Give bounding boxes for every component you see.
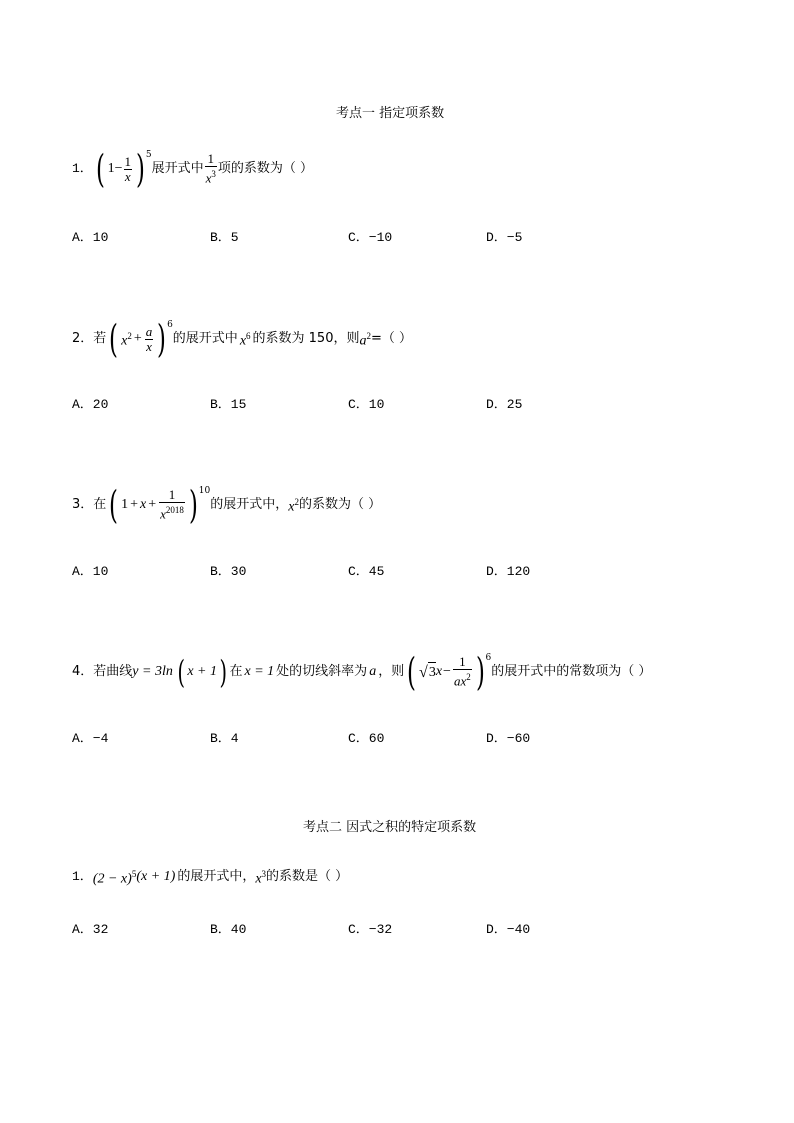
question-1-3: 3．在 ( 1 + x + $\frac{1}{x^{2018}}$ ) 10 的展开式中， $x^2$ 的系数为（ ） (72, 483, 382, 527)
option-d[interactable]: D．−60 (486, 731, 531, 746)
option-c[interactable]: C．10 (348, 397, 385, 412)
option-d[interactable]: D．120 (486, 564, 531, 579)
right-paren: ) (157, 317, 167, 361)
exponent: 10 (198, 486, 211, 496)
option-c[interactable]: C．−10 (348, 230, 393, 245)
option-a[interactable]: A．10 (72, 564, 109, 579)
question-2-1: 1． $(2 - x)^5$ (x + 1) 的展开式中， $x^3$ 的系数是（ ） (72, 868, 349, 887)
right-paren: ) (475, 650, 485, 694)
left-paren: ( (407, 650, 417, 694)
math-term: 1 (107, 161, 115, 176)
question-text: 的展开式中， (177, 868, 256, 884)
option-b[interactable]: B．40 (210, 922, 247, 937)
question-number: 2．若 (72, 331, 107, 346)
option-a[interactable]: A．32 (72, 922, 109, 937)
option-c[interactable]: C．45 (348, 564, 385, 579)
question-1-4: 4．若曲线 y = 3ln ( x + 1 ) 在 x = 1 处的切线斜率为 a ，则 ( √ 3 x − $\frac{1}{ax^2}$ ) 6 的展开式中的常数项为（ ） (72, 650, 652, 694)
math-operator: − (114, 161, 123, 176)
question-text: 的展开式中， (210, 497, 289, 512)
option-b[interactable]: B．30 (210, 564, 247, 579)
right-paren: ) (188, 483, 198, 527)
option-a[interactable]: A．−4 (72, 731, 109, 746)
target-fraction: $\frac{1}{x^3}$ (205, 151, 216, 186)
left-paren: ( (109, 317, 119, 361)
sqrt: √ 3 (419, 663, 436, 681)
math-operator: + (133, 331, 142, 346)
option-c[interactable]: C．60 (348, 731, 385, 746)
question-text-end: 的系数为（ ） (298, 497, 382, 512)
question-text-end: =（ ） (370, 331, 413, 346)
option-d[interactable]: D．−5 (486, 230, 523, 245)
question-text: 的系数为 150，则 (252, 331, 360, 346)
question-1-1 (72, 147, 314, 191)
question-number: 4．若曲线 (72, 664, 133, 679)
option-d[interactable]: D．25 (486, 397, 523, 412)
exponent: 6 (485, 653, 492, 663)
option-c[interactable]: C．−32 (348, 922, 393, 937)
fraction: $\frac{a}{x}$ (145, 323, 153, 354)
right-paren: ) (136, 147, 145, 191)
question-number: 1． (72, 868, 93, 884)
question-number: 1． (72, 161, 93, 176)
fraction: $\frac{1}{x^{2018}}$ (160, 487, 184, 522)
left-paren: ( (109, 483, 119, 527)
option-d[interactable]: D．−40 (486, 922, 531, 937)
section-title-1: 考点一 指定项系数 (336, 106, 445, 121)
question-number: 3．在 (72, 497, 107, 512)
question-text: 的展开式中 (172, 331, 238, 346)
question-text-end: 的展开式中的常数项为（ ） (491, 664, 652, 679)
question-text: 展开式中 (151, 161, 204, 176)
option-b[interactable]: B．5 (210, 230, 239, 245)
question-1-2: 2．若 ( $x^2$ + $\frac{a}{x}$ ) 6 的展开式中 $x^6$ 的系数为 150，则 $a^2$ =（ ） (72, 317, 413, 361)
option-b[interactable]: B．4 (210, 731, 239, 746)
fraction: $\frac{1}{x}$ (124, 153, 132, 184)
option-a[interactable]: A．20 (72, 397, 109, 412)
fraction: $\frac{1}{ax^2}$ (453, 654, 471, 689)
left-paren: ( (95, 147, 105, 191)
question-text-end: 的系数是（ ） (266, 868, 349, 884)
option-b[interactable]: B．15 (210, 397, 247, 412)
exponent: 5 (145, 150, 152, 160)
exponent: 6 (167, 320, 173, 330)
question-text-end: 项的系数为（ ） (217, 161, 314, 176)
section-title-2: 考点二 因式之积的特定项系数 (303, 820, 477, 835)
option-a[interactable]: A．10 (72, 230, 109, 245)
